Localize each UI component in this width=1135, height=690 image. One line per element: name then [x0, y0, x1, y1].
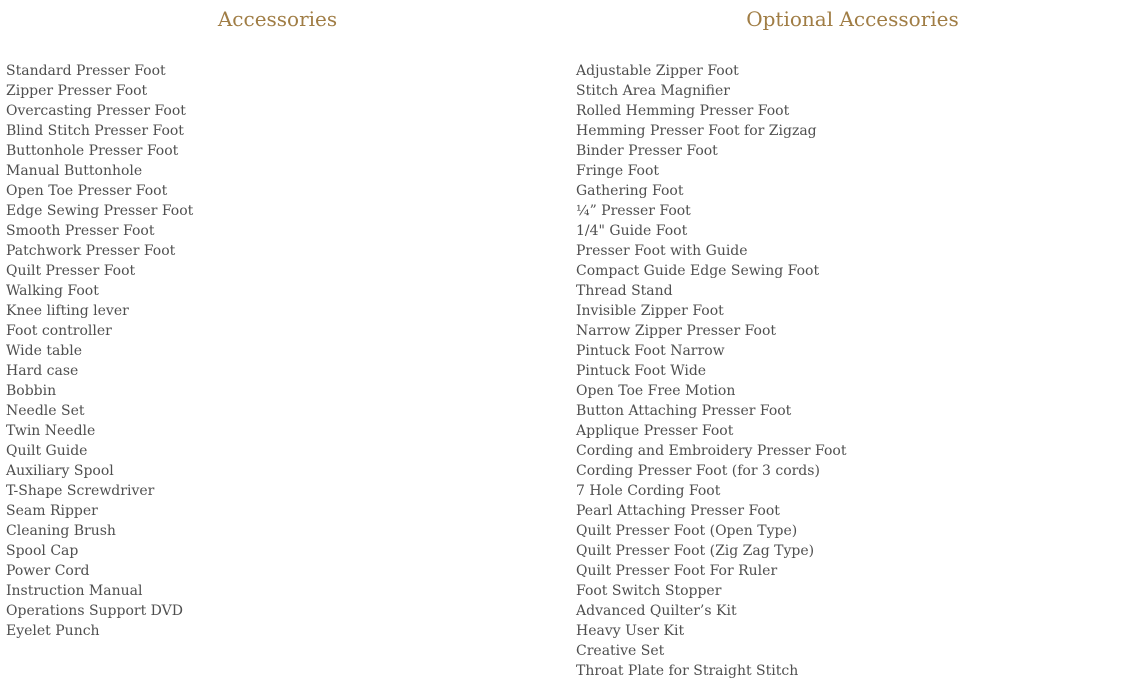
list-item: Quilt Presser Foot (Zig Zag Type)	[576, 543, 815, 559]
list-item: Auxiliary Spool	[6, 463, 114, 479]
list-item: Hard case	[6, 363, 79, 379]
list-item: Edge Sewing Presser Foot	[6, 203, 194, 219]
list-item: Spool Cap	[6, 543, 79, 559]
list-item: Open Toe Free Motion	[576, 383, 736, 399]
list-item: Narrow Zipper Presser Foot	[576, 323, 777, 339]
list-item: Pintuck Foot Narrow	[576, 343, 725, 359]
list-item: Zipper Presser Foot	[6, 83, 148, 99]
list-item: Standard Presser Foot	[6, 63, 166, 79]
list-item: Fringe Foot	[576, 163, 660, 179]
list-item: Advanced Quilter’s Kit	[576, 603, 737, 619]
optional-accessories-list	[576, 61, 846, 681]
list-item: Eyelet Punch	[6, 623, 100, 639]
list-item: Throat Plate for Straight Stitch	[576, 663, 799, 679]
accessories-column	[0, 0, 555, 639]
optional-accessories-heading: Optional Accessories	[746, 7, 959, 31]
list-item: Adjustable Zipper Foot	[576, 63, 739, 79]
list-item: Presser Foot with Guide	[576, 243, 748, 259]
list-item: Operations Support DVD	[6, 603, 183, 619]
list-item: Wide table	[6, 343, 83, 359]
list-item: Cording and Embroidery Presser Foot	[576, 443, 847, 459]
list-item: Seam Ripper	[6, 503, 98, 519]
list-item: Hemming Presser Foot for Zigzag	[576, 123, 817, 139]
list-item: Instruction Manual	[6, 583, 143, 599]
optional-accessories-column	[570, 0, 1135, 679]
list-item: Cording Presser Foot (for 3 cords)	[576, 463, 820, 479]
list-item: Knee lifting lever	[6, 303, 129, 319]
list-item: T-Shape Screwdriver	[6, 483, 155, 499]
list-item: Compact Guide Edge Sewing Foot	[576, 263, 820, 279]
list-item: Bobbin	[6, 383, 57, 399]
list-item: Smooth Presser Foot	[6, 223, 155, 239]
accessories-list	[6, 61, 193, 641]
list-item: Pintuck Foot Wide	[576, 363, 707, 379]
list-item: Quilt Presser Foot For Ruler	[576, 563, 778, 579]
list-item: Gathering Foot	[576, 183, 684, 199]
accessories-heading: Accessories	[217, 7, 338, 31]
list-item: Manual Buttonhole	[6, 163, 143, 179]
list-item: Foot Switch Stopper	[576, 583, 722, 599]
list-item: Foot controller	[6, 323, 112, 339]
list-item: Buttonhole Presser Foot	[6, 143, 179, 159]
list-item: Creative Set	[576, 643, 665, 659]
list-item: Walking Foot	[6, 283, 99, 299]
list-item: Blind Stitch Presser Foot	[6, 123, 184, 139]
list-item: Applique Presser Foot	[576, 423, 734, 439]
list-item: Pearl Attaching Presser Foot	[576, 503, 780, 519]
list-item: Quilt Presser Foot	[6, 263, 136, 279]
list-item: Quilt Guide	[6, 443, 88, 459]
list-item: Heavy User Kit	[576, 623, 685, 639]
list-item: Invisible Zipper Foot	[576, 303, 724, 319]
list-item: Patchwork Presser Foot	[6, 243, 176, 259]
list-item: Thread Stand	[576, 283, 673, 299]
list-item: Stitch Area Magnifier	[576, 83, 730, 99]
list-item: Open Toe Presser Foot	[6, 183, 168, 199]
list-item: 1/4" Guide Foot	[576, 223, 688, 239]
list-item: Quilt Presser Foot (Open Type)	[576, 523, 798, 539]
list-item: Needle Set	[6, 403, 85, 419]
list-item: Cleaning Brush	[6, 523, 116, 539]
list-item: Binder Presser Foot	[576, 143, 718, 159]
list-item: Twin Needle	[6, 423, 96, 439]
list-item: Rolled Hemming Presser Foot	[576, 103, 790, 119]
list-item: 7 Hole Cording Foot	[576, 483, 721, 499]
list-item: Power Cord	[6, 563, 90, 579]
list-item: Overcasting Presser Foot	[6, 103, 186, 119]
list-item: ¼” Presser Foot	[576, 203, 691, 219]
list-item: Button Attaching Presser Foot	[576, 403, 792, 419]
